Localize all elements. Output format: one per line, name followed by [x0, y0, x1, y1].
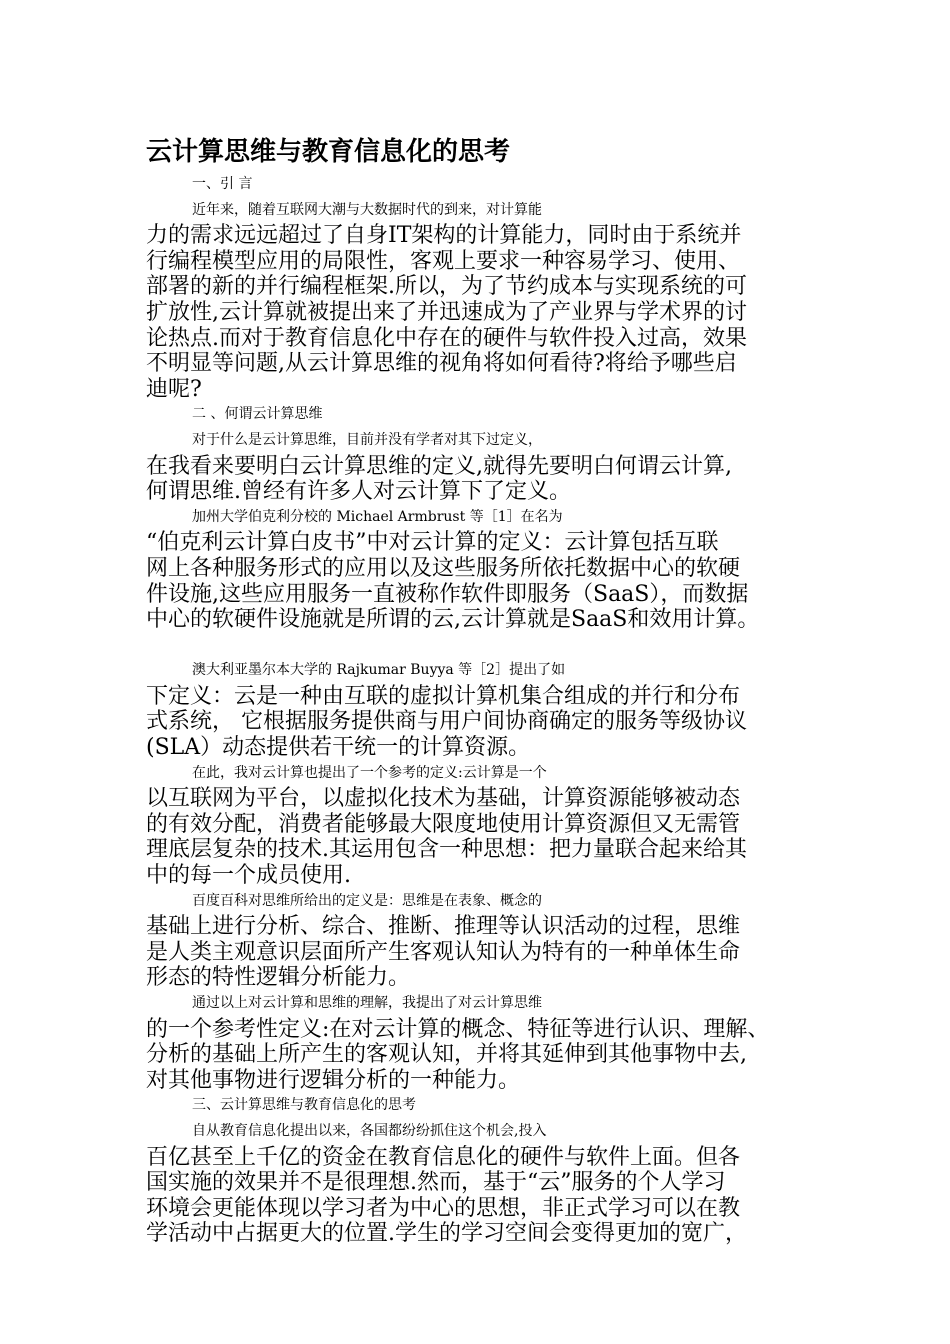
body-line: 件设施,这些应用服务一直被称作软件即服务（SaaS），而数据 [146, 581, 749, 607]
body-line: 近年来，随着互联网大潮与大数据时代的到来，对计算能 [192, 201, 542, 218]
document-title: 云计算思维与教育信息化的思考 [146, 137, 511, 167]
document-page [146, 132, 810, 1247]
body-line: “伯克利云计算白皮书”中对云计算的定义：云计算包括互联 [146, 530, 719, 556]
blank-line [146, 633, 810, 659]
body-line: 对于什么是云计算思维，目前并没有学者对其下过定义， [192, 431, 542, 448]
body-line: 二 、何谓云计算思维 [192, 406, 323, 423]
body-line: 迪呢? [146, 376, 202, 402]
body-line: 国实施的效果并不是很理想.然而，基于“云”服务的个人学习 [146, 1170, 726, 1196]
body-line: 澳大利亚墨尔本大学的 Rajkumar Buyya 等［2］提出了如 [192, 662, 566, 679]
body-line: 式系统， 它根据服务提供商与用户间协商确定的服务等级协议 [146, 709, 747, 735]
body-line: 百度百科对思维所给出的定义是：思维是在表象、概念的 [192, 892, 542, 909]
body-line: 环境会更能体现以学习者为中心的思想，非正式学习可以在教 [146, 1195, 741, 1221]
body-line: 的有效分配，消费者能够最大限度地使用计算资源但又无需管 [146, 811, 741, 837]
body-line: 理底层复杂的技术.其运用包含一种思想：把力量联合起来给其 [146, 837, 747, 863]
body-line: 扩放性,云计算就被提出来了并迅速成为了产业界与学术界的讨 [146, 299, 747, 325]
body-line: 形态的特性逻辑分析能力。 [146, 965, 411, 991]
body-line: 中的每一个成员使用. [146, 863, 351, 889]
body-line: 在此，我对云计算也提出了一个参考的定义:云计算是一个 [192, 764, 547, 781]
body-line: 是人类主观意识层面所产生客观认知认为特有的一种单体生命 [146, 939, 741, 965]
body-line: 部署的新的并行编程框架.所以，为了节约成本与实现系统的可 [146, 274, 747, 300]
body-line: 三、云计算思维与教育信息化的思考 [192, 1097, 416, 1114]
body-line: 通过以上对云计算和思维的理解，我提出了对云计算思维 [192, 995, 542, 1011]
body-line: 加州大学伯克利分校的 Michael Armbrust 等［1］在名为 [192, 508, 563, 525]
body-line: 自从教育信息化提出以来，各国都纷纷抓住这个机会,投入 [192, 1122, 547, 1139]
body-line: 行编程模型应用的局限性，客观上要求一种容易学习、使用、 [146, 248, 741, 274]
body-line: 在我看来要明白云计算思维的定义,就得先要明白何谓云计算, [146, 453, 732, 479]
body-line: 以互联网为平台，以虚拟化技术为基础，计算资源能够被动态 [146, 786, 741, 812]
body-line: 一、引 言 [192, 176, 253, 192]
body-line: 的一个参考性定义:在对云计算的概念、特征等进行认识、理解、 [146, 1016, 770, 1042]
body-line: 学活动中占据更大的位置.学生的学习空间会变得更加的宽广， [146, 1221, 747, 1247]
body-line: 分析的基础上所产生的客观认知，并将其延伸到其他事物中去, [146, 1042, 747, 1068]
body-line: 对其他事物进行逻辑分析的一种能力。 [146, 1067, 521, 1093]
body-line: 何谓思维.曾经有许多人对云计算下了定义。 [146, 479, 571, 505]
body-line: 不明显等问题,从云计算思维的视角将如何看待?将给予哪些启 [146, 351, 737, 377]
body-line: 百亿甚至上千亿的资金在教育信息化的硬件与软件上面。但各 [146, 1144, 741, 1170]
body-line: 网上各种服务形式的应用以及这些服务所依托数据中心的软硬 [146, 555, 741, 581]
body-line: 基础上进行分析、综合、推断、推理等认识活动的过程，思维 [146, 914, 741, 940]
body-line: 力的需求远远超过了自身IT架构的计算能力，同时由于系统并 [146, 223, 742, 249]
document-body [146, 172, 810, 1247]
body-line: 下定义：云是一种由互联的虚拟计算机集合组成的并行和分布 [146, 683, 741, 709]
body-line: 中心的软硬件设施就是所谓的云,云计算就是SaaS和效用计算。 [146, 607, 760, 633]
body-line: 论热点.而对于教育信息化中存在的硬件与软件投入过高，效果 [146, 325, 747, 351]
body-line: (SLA）动态提供若干统一的计算资源。 [146, 735, 531, 761]
